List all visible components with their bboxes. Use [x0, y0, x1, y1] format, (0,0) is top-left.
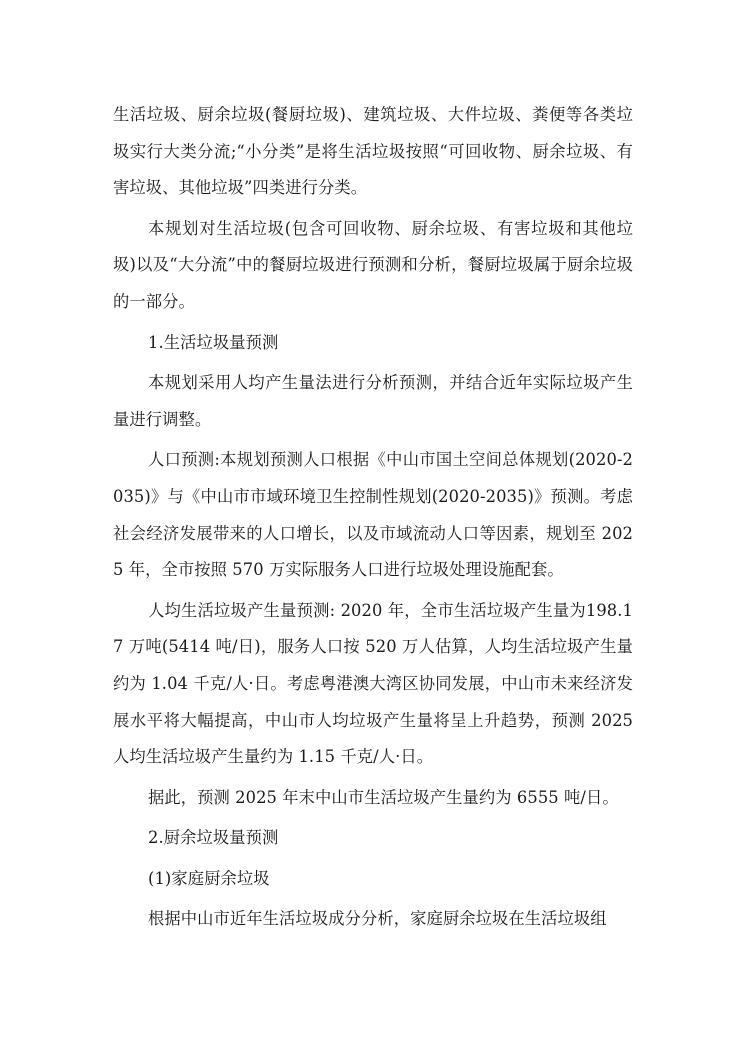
paragraph-per-capita-forecast: 人均生活垃圾产生量预测: 2020 年，全市生活垃圾产生量为198.17 万吨(5414 吨/日)，服务人口按 520 万人估算，人均生活垃圾产生量约为 1.04 千克/人·日。考虑粤港澳大湾区协同发展，中山市未来经济发展水平将大幅提高，中山市人均垃圾产生量将呈上升趋势，预测 2025 人均生活垃圾产生量约为 1.15 千克/人·日。: [113, 600, 633, 767]
paragraph-method: 本规划采用人均产生量法进行分析预测，并结合近年实际垃圾产生量进行调整。: [113, 373, 633, 429]
paragraph-total-forecast: 据此，预测 2025 年末中山市生活垃圾产生量约为 6555 吨/日。: [148, 787, 619, 807]
heading-domestic-waste-forecast: 1.生活垃圾量预测: [148, 332, 279, 352]
paragraph-household-kitchen-waste: 根据中山市近年生活垃圾成分分析，家庭厨余垃圾在生活垃圾组: [148, 909, 607, 929]
document-body: [113, 97, 633, 938]
paragraph-classification: 生活垃圾、厨余垃圾(餐厨垃圾)、建筑垃圾、大件垃圾、粪便等各类垃圾实行大类分流;“小分类”是将生活垃圾按照“可回收物、厨余垃圾、有害垃圾、其他垃圾”四类进行分类。: [113, 105, 633, 198]
paragraph-population-forecast: 人口预测:本规划预测人口根据《中山市国土空间总体规划(2020-2035)》与《中山市市域环境卫生控制性规划(2020-2035)》预测。考虑社会经济发展带来的人口增长，以及市域流动人口等因素，规划至 2025 年，全市按照 570 万实际服务人口进行垃圾处理设施配套。: [113, 450, 633, 580]
heading-kitchen-waste-forecast: 2.厨余垃圾量预测: [148, 828, 279, 848]
paragraph-scope: 本规划对生活垃圾(包含可回收物、厨余垃圾、有害垃圾和其他垃圾)以及“大分流”中的餐厨垃圾进行预测和分析，餐厨垃圾属于厨余垃圾的一部分。: [113, 218, 633, 311]
heading-household-kitchen-waste: (1)家庭厨余垃圾: [148, 868, 270, 888]
